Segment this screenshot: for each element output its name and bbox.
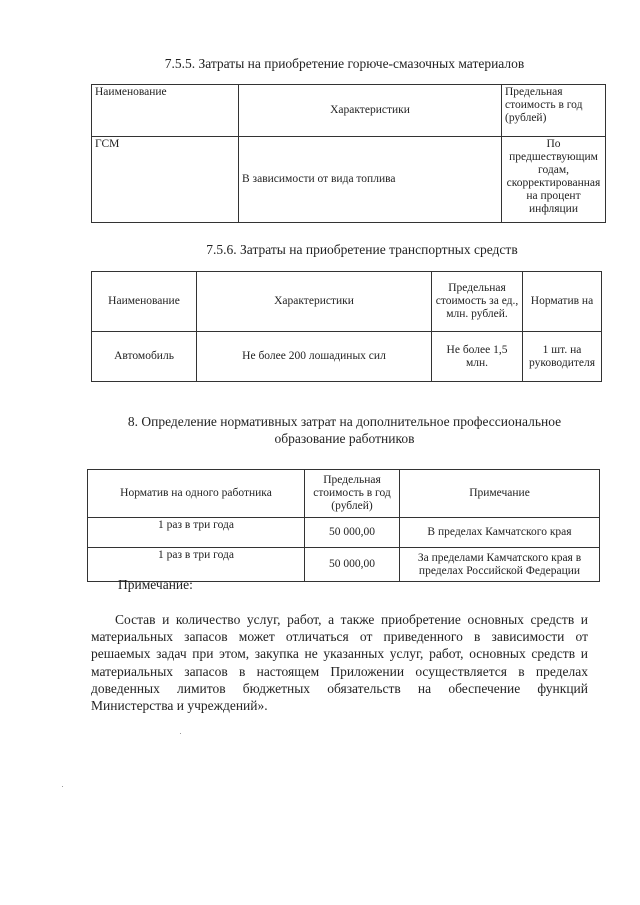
cell-characteristics: В зависимости от вида топлива — [239, 137, 502, 223]
scan-speck — [62, 786, 63, 787]
cell-name: ГСМ — [92, 137, 239, 223]
header-name: Наименование — [92, 85, 239, 137]
section-8-title: 8. Определение нормативных затрат на дополнительное профессиональное образование работников — [127, 414, 562, 446]
header-cost: Предельная стоимость за ед., млн. рублей. — [432, 272, 523, 332]
header-note: Примечание — [400, 470, 600, 518]
header-name: Наименование — [92, 272, 197, 332]
cell-note: За пределами Камчатского края в пределах Российской Федерации — [400, 548, 600, 582]
vehicle-costs-table — [91, 271, 602, 382]
header-cost: Предельная стоимость в год (рублей) — [305, 470, 400, 518]
education-costs-table — [87, 469, 600, 582]
header-characteristics: Характеристики — [239, 85, 502, 137]
cell-cost: 50 000,00 — [305, 518, 400, 548]
header-cost: Предельная стоимость в год (рублей) — [502, 85, 606, 137]
cell-norm: 1 раз в три года — [88, 518, 305, 548]
cell-cost: 50 000,00 — [305, 548, 400, 582]
cell-characteristics: Не более 200 лошадиных сил — [197, 332, 432, 382]
scan-speck — [180, 733, 181, 734]
section-755-title: 7.5.5. Затраты на приобретение горюче-смазочных материалов — [164, 56, 525, 71]
table-row — [92, 332, 602, 382]
note-paragraph: Состав и количество услуг, работ, а также приобретение основных средств и материальных запасов может отличаться от приведенного в зависимости от решаемых задач при этом, закупка не указанных услуг, работ, основных средств и материальных запасов в настоящем Приложении осуществляется в пределах доведенных лимитов бюджетных обязательств на обеспечение функций Министерства и учреждений». — [91, 612, 588, 714]
header-norm: Норматив на одного работника — [88, 470, 305, 518]
table-row — [88, 518, 600, 548]
section-756-title: 7.5.6. Затраты на приобретение транспортных средств — [206, 242, 518, 257]
cell-norm: 1 шт. на руководителя — [523, 332, 602, 382]
note-title: Примечание: — [118, 577, 193, 592]
header-characteristics: Характеристики — [197, 272, 432, 332]
cell-cost: По предшествующим годам, скорректированная на процент инфляции — [502, 137, 606, 223]
cell-norm: 1 раз в три года — [88, 548, 305, 582]
cell-note: В пределах Камчатского края — [400, 518, 600, 548]
fuel-costs-table — [91, 84, 606, 223]
cell-name: Автомобиль — [92, 332, 197, 382]
header-norm: Норматив на — [523, 272, 602, 332]
cell-cost: Не более 1,5 млн. — [432, 332, 523, 382]
table-row — [92, 137, 606, 223]
